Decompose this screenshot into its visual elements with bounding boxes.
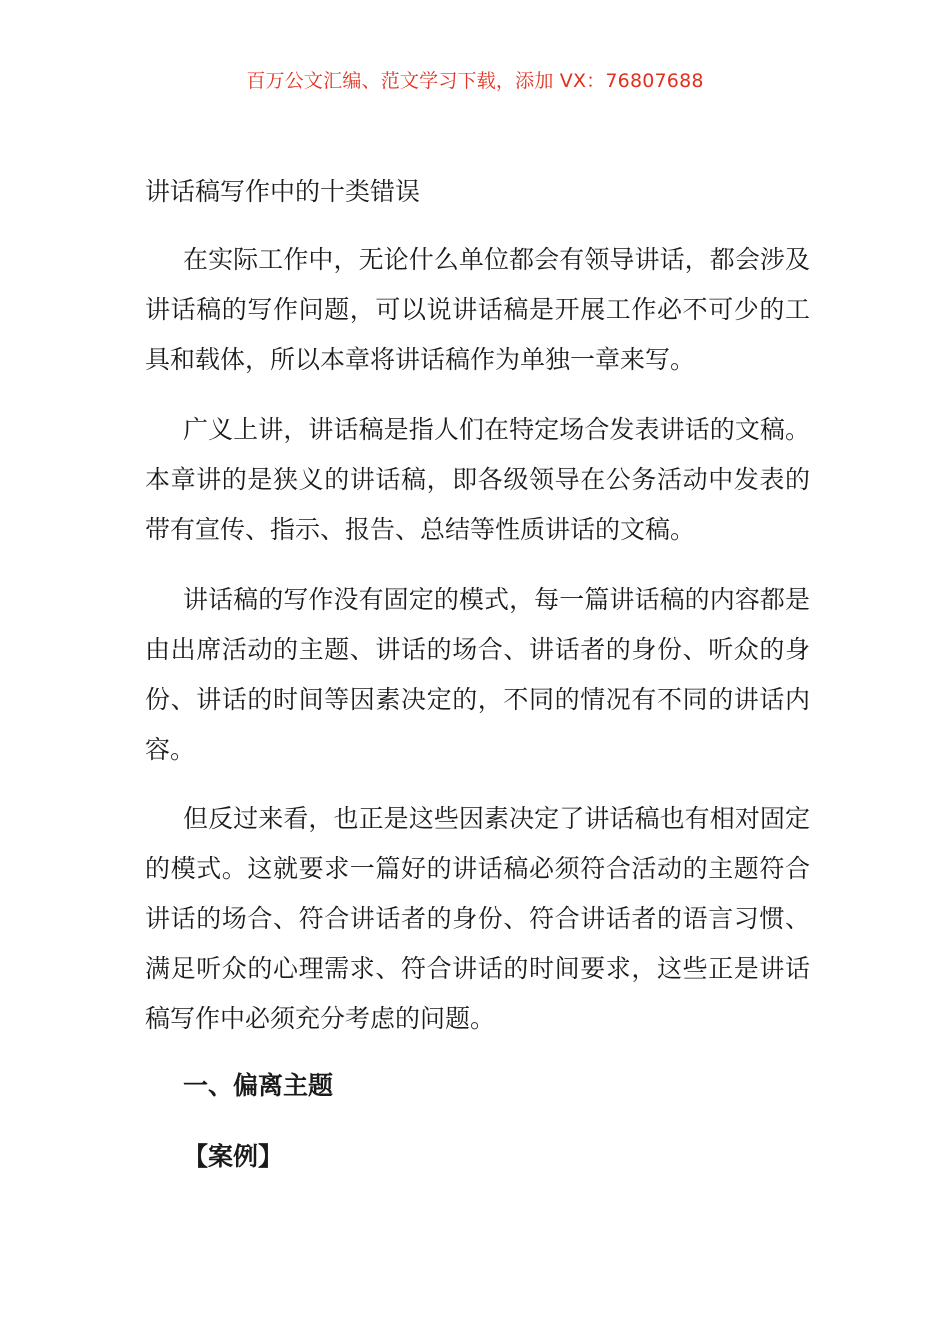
paragraph-3: 讲话稿的写作没有固定的模式，每一篇讲话稿的内容都是由出席活动的主题、讲话的场合、讲话者的身份、听众的身份、讲话的时间等因素决定的，不同的情况有不同的讲话内容。 [145, 585, 810, 764]
paragraph-2: 广义上讲，讲话稿是指人们在特定场合发表讲话的文稿。本章讲的是狭义的讲话稿，即各级领导在公务活动中发表的带有宣传、指示、报告、总结等性质讲话的文稿。 [145, 415, 810, 544]
paragraph-1: 在实际工作中，无论什么单位都会有领导讲话，都会涉及讲话稿的写作问题，可以说讲话稿是开展工作必不可少的工具和载体，所以本章将讲话稿作为单独一章来写。 [145, 245, 810, 374]
section-heading: 一、偏离主题 [183, 1071, 334, 1100]
case-label: 【案例】 [183, 1142, 284, 1171]
header-banner: 百万公文汇编、范文学习下载，添加 VX：76807688 [246, 70, 704, 92]
paragraph-4: 但反过来看，也正是这些因素决定了讲话稿也有相对固定的模式。这就要求一篇好的讲话稿必须符合活动的主题符合讲话的场合、符合讲话者的身份、符合讲话者的语言习惯、满足听众的心理需求、符合讲话的时间要求，这些正是讲话稿写作中必须充分考虑的问题。 [145, 804, 810, 1033]
document-title: 讲话稿写作中的十类错误 [145, 177, 421, 206]
